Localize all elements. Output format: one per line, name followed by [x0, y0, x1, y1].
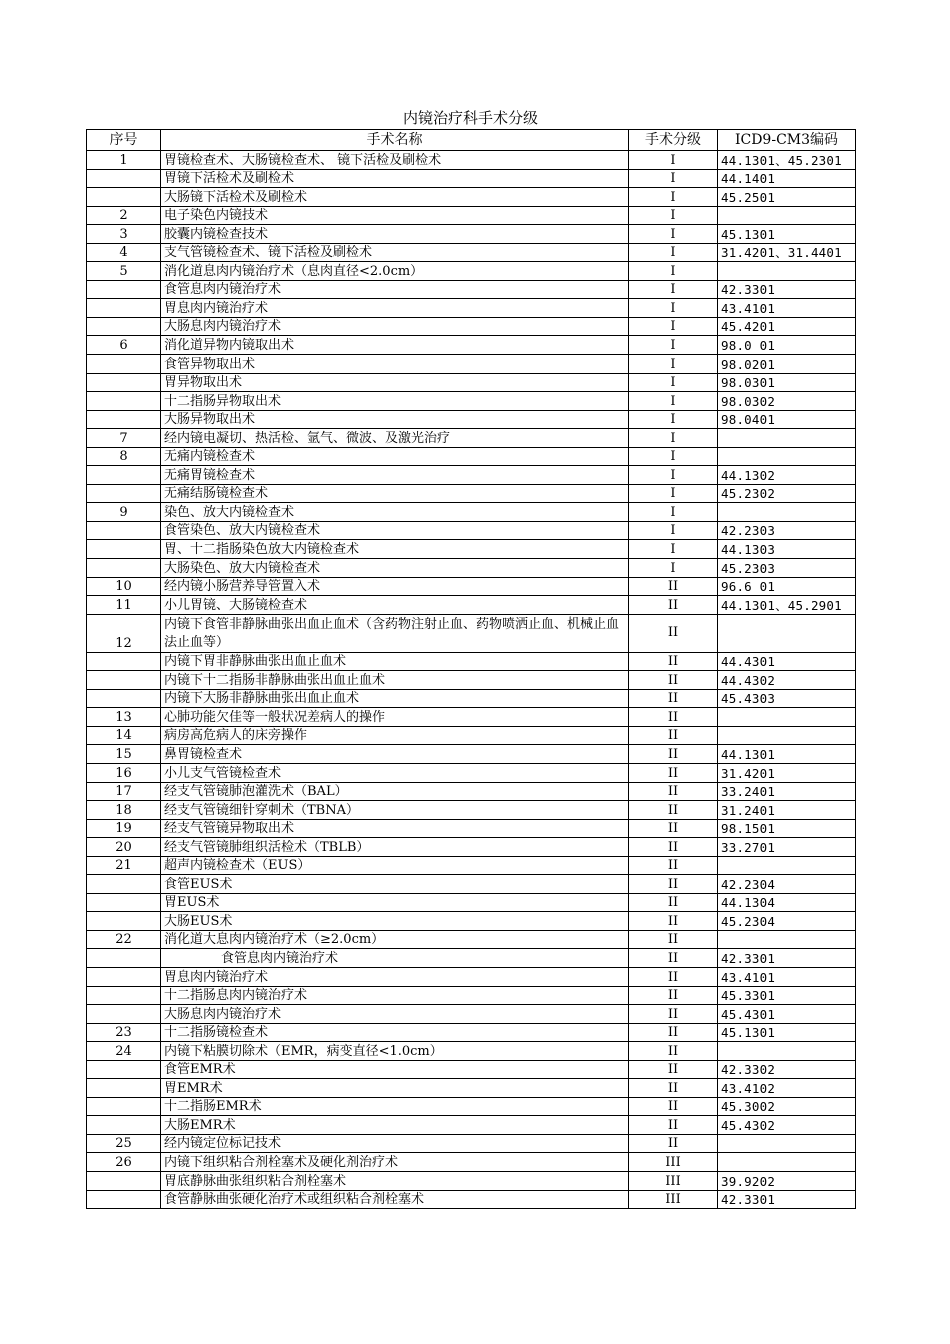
icd-code: 39.9202: [718, 1171, 856, 1190]
table-row: [87, 410, 856, 429]
icd-code: 45.3301: [718, 986, 856, 1005]
table-row: [87, 1190, 856, 1209]
surgery-grade: II: [629, 763, 718, 782]
surgery-grade-table: [86, 129, 856, 1209]
icd-code: 96.6 01: [718, 577, 856, 596]
surgery-grade: I: [629, 503, 718, 522]
surgery-grade: II: [629, 1023, 718, 1042]
row-number: 5: [87, 262, 161, 281]
icd-code: 44.1301、45.2901: [718, 596, 856, 615]
icd-code: [718, 447, 856, 466]
icd-code: 43.4102: [718, 1079, 856, 1098]
table-row: [87, 503, 856, 522]
table-row: [87, 838, 856, 857]
row-number: [87, 410, 161, 429]
icd-code: 33.2701: [718, 838, 856, 857]
table-row: [87, 856, 856, 875]
surgery-grade: I: [629, 225, 718, 244]
surgery-grade: III: [629, 1171, 718, 1190]
table-row: [87, 169, 856, 188]
surgery-grade: II: [629, 577, 718, 596]
table-row: [87, 336, 856, 355]
row-number: [87, 466, 161, 485]
surgery-grade: II: [629, 949, 718, 968]
icd-code: 45.2302: [718, 484, 856, 503]
row-number: [87, 1171, 161, 1190]
surgery-grade: I: [629, 447, 718, 466]
surgery-name: 十二指肠异物取出术: [161, 392, 629, 411]
row-number: 6: [87, 336, 161, 355]
row-number: [87, 1190, 161, 1209]
surgery-name: 大肠息肉内镜治疗术: [161, 1005, 629, 1024]
surgery-grade: II: [629, 1079, 718, 1098]
surgery-grade: II: [629, 801, 718, 820]
surgery-grade: III: [629, 1190, 718, 1209]
surgery-grade: I: [629, 355, 718, 374]
surgery-grade: I: [629, 559, 718, 578]
table-row: [87, 225, 856, 244]
surgery-grade: II: [629, 930, 718, 949]
surgery-name: 经支气管镜异物取出术: [161, 819, 629, 838]
row-number: 21: [87, 856, 161, 875]
icd-code: 45.1301: [718, 1023, 856, 1042]
surgery-grade: II: [629, 689, 718, 708]
surgery-grade: I: [629, 410, 718, 429]
surgery-name: 经内镜小肠营养导管置入术: [161, 577, 629, 596]
surgery-name: 心肺功能欠佳等一般状况差病人的操作: [161, 708, 629, 727]
row-number: 23: [87, 1023, 161, 1042]
icd-code: 45.1301: [718, 225, 856, 244]
icd-code: [718, 614, 856, 652]
icd-code: [718, 708, 856, 727]
row-number: [87, 652, 161, 671]
surgery-name: 胃镜检查术、大肠镜检查术、 镜下活检及刷检术: [161, 151, 629, 170]
icd-code: 43.4101: [718, 967, 856, 986]
surgery-name: 胃EMR术: [161, 1079, 629, 1098]
icd-code: 31.4201、31.4401: [718, 243, 856, 262]
icd-code: 45.3002: [718, 1097, 856, 1116]
table-row: [87, 1023, 856, 1042]
surgery-grade: I: [629, 151, 718, 170]
table-row: [87, 429, 856, 448]
row-number: [87, 392, 161, 411]
icd-code: 98.0201: [718, 355, 856, 374]
row-number: [87, 893, 161, 912]
surgery-grade: II: [629, 1042, 718, 1061]
icd-code: 42.3301: [718, 1190, 856, 1209]
icd-code: 98.0301: [718, 373, 856, 392]
icd-code: 98.1501: [718, 819, 856, 838]
surgery-grade: II: [629, 708, 718, 727]
surgery-name: 内镜下胃非静脉曲张出血止血术: [161, 652, 629, 671]
row-number: 8: [87, 447, 161, 466]
table-row: [87, 967, 856, 986]
surgery-grade: III: [629, 1153, 718, 1172]
row-number: 3: [87, 225, 161, 244]
surgery-name: 大肠镜下活检术及刷检术: [161, 188, 629, 207]
surgery-name: 大肠EUS术: [161, 912, 629, 931]
icd-code: 44.4301: [718, 652, 856, 671]
icd-code: 33.2401: [718, 782, 856, 801]
icd-code: 42.2304: [718, 875, 856, 894]
header-name: 手术名称: [161, 130, 629, 151]
icd-code: 42.3301: [718, 949, 856, 968]
row-number: 17: [87, 782, 161, 801]
surgery-grade: II: [629, 652, 718, 671]
row-number: [87, 169, 161, 188]
surgery-name: 经内镜定位标记技术: [161, 1134, 629, 1153]
surgery-name: 内镜下十二指肠非静脉曲张出血止血术: [161, 671, 629, 690]
surgery-grade: I: [629, 484, 718, 503]
row-number: 15: [87, 745, 161, 764]
surgery-grade: I: [629, 521, 718, 540]
surgery-name: 染色、放大内镜检查术: [161, 503, 629, 522]
icd-code: [718, 1134, 856, 1153]
table-row: [87, 763, 856, 782]
row-number: [87, 689, 161, 708]
icd-code: [718, 206, 856, 225]
row-number: 7: [87, 429, 161, 448]
header-grade: 手术分级: [629, 130, 718, 151]
surgery-name: 十二指肠EMR术: [161, 1097, 629, 1116]
row-number: [87, 875, 161, 894]
surgery-name: 无痛胃镜检查术: [161, 466, 629, 485]
surgery-name: 大肠染色、放大内镜检查术: [161, 559, 629, 578]
surgery-name: 消化道大息肉内镜治疗术（≥2.0cm）: [161, 930, 629, 949]
table-row: [87, 930, 856, 949]
surgery-grade: II: [629, 912, 718, 931]
surgery-name: 胃EUS术: [161, 893, 629, 912]
row-number: 20: [87, 838, 161, 857]
surgery-name: 消化道息肉内镜治疗术（息肉直径<2.0cm）: [161, 262, 629, 281]
table-row: [87, 1097, 856, 1116]
table-row: [87, 708, 856, 727]
surgery-grade: II: [629, 614, 718, 652]
icd-code: 98.0302: [718, 392, 856, 411]
surgery-name: 内镜下食管非静脉曲张出血止血术（含药物注射止血、药物喷洒止血、机械止血法止血等）: [161, 614, 629, 652]
table-row: [87, 689, 856, 708]
surgery-name: 无痛结肠镜检查术: [161, 484, 629, 503]
table-row: [87, 466, 856, 485]
surgery-grade: I: [629, 317, 718, 336]
row-number: 25: [87, 1134, 161, 1153]
icd-code: 42.2303: [718, 521, 856, 540]
row-number: 14: [87, 726, 161, 745]
surgery-name: 内镜下大肠非静脉曲张出血止血术: [161, 689, 629, 708]
document-title: 内镜治疗科手术分级: [402, 109, 538, 127]
row-number: 16: [87, 763, 161, 782]
surgery-name: 食管EMR术: [161, 1060, 629, 1079]
table-row: [87, 540, 856, 559]
icd-code: 45.4201: [718, 317, 856, 336]
row-number: 13: [87, 708, 161, 727]
icd-code: 31.4201: [718, 763, 856, 782]
row-number: [87, 373, 161, 392]
table-row: [87, 373, 856, 392]
surgery-name: 小儿支气管镜检查术: [161, 763, 629, 782]
row-number: [87, 1097, 161, 1116]
table-row: [87, 392, 856, 411]
table-row: [87, 447, 856, 466]
table-row: [87, 652, 856, 671]
surgery-name: 经支气管镜肺组织活检术（TBLB）: [161, 838, 629, 857]
surgery-grade: I: [629, 206, 718, 225]
surgery-name: 胃异物取出术: [161, 373, 629, 392]
table-row: [87, 243, 856, 262]
surgery-name: 食管息肉内镜治疗术: [161, 280, 629, 299]
table-row: [87, 912, 856, 931]
surgery-grade: I: [629, 336, 718, 355]
icd-code: [718, 1153, 856, 1172]
table-row: [87, 1060, 856, 1079]
icd-code: [718, 930, 856, 949]
row-number: 24: [87, 1042, 161, 1061]
row-number: [87, 949, 161, 968]
icd-code: [718, 503, 856, 522]
row-number: [87, 967, 161, 986]
table-row: [87, 596, 856, 615]
surgery-name: 十二指肠息肉内镜治疗术: [161, 986, 629, 1005]
table-row: [87, 1005, 856, 1024]
surgery-grade: I: [629, 392, 718, 411]
table-row: [87, 875, 856, 894]
table-row: [87, 1116, 856, 1135]
icd-code: 44.1401: [718, 169, 856, 188]
row-number: 22: [87, 930, 161, 949]
surgery-grade: II: [629, 1005, 718, 1024]
icd-code: 42.3302: [718, 1060, 856, 1079]
icd-code: 98.0401: [718, 410, 856, 429]
row-number: 9: [87, 503, 161, 522]
row-number: 11: [87, 596, 161, 615]
icd-code: 44.1301: [718, 745, 856, 764]
surgery-name: 支气管镜检查术、镜下活检及刷检术: [161, 243, 629, 262]
surgery-name: 食管染色、放大内镜检查术: [161, 521, 629, 540]
row-number: 26: [87, 1153, 161, 1172]
icd-code: 98.0 01: [718, 336, 856, 355]
row-number: [87, 1116, 161, 1135]
row-number: [87, 986, 161, 1005]
surgery-grade: II: [629, 726, 718, 745]
surgery-grade: I: [629, 540, 718, 559]
surgery-grade: I: [629, 243, 718, 262]
surgery-name: 食管静脉曲张硬化治疗术或组织粘合剂栓塞术: [161, 1190, 629, 1209]
row-number: 10: [87, 577, 161, 596]
row-number: [87, 1060, 161, 1079]
table-row: [87, 206, 856, 225]
icd-code: 44.4302: [718, 671, 856, 690]
icd-code: 43.4101: [718, 299, 856, 318]
icd-code: 44.1301、45.2301: [718, 151, 856, 170]
row-number: 2: [87, 206, 161, 225]
surgery-grade: I: [629, 373, 718, 392]
table-row: [87, 782, 856, 801]
surgery-grade: II: [629, 596, 718, 615]
surgery-name: 大肠异物取出术: [161, 410, 629, 429]
surgery-name: 胃息肉内镜治疗术: [161, 299, 629, 318]
surgery-name: 小儿胃镜、大肠镜检查术: [161, 596, 629, 615]
surgery-name: 胶囊内镜检查技术: [161, 225, 629, 244]
table-header-row: [87, 130, 856, 151]
surgery-name: 经支气管镜细针穿刺术（TBNA）: [161, 801, 629, 820]
surgery-name: 无痛内镜检查术: [161, 447, 629, 466]
surgery-grade: I: [629, 188, 718, 207]
row-number: [87, 912, 161, 931]
icd-code: 45.2304: [718, 912, 856, 931]
row-number: [87, 1005, 161, 1024]
row-number: 1: [87, 151, 161, 170]
row-number: [87, 540, 161, 559]
surgery-name: 胃镜下活检术及刷检术: [161, 169, 629, 188]
table-row: [87, 188, 856, 207]
surgery-name: 电子染色内镜技术: [161, 206, 629, 225]
table-row: [87, 521, 856, 540]
surgery-name: 大肠EMR术: [161, 1116, 629, 1135]
table-row: [87, 893, 856, 912]
surgery-grade: II: [629, 838, 718, 857]
table-row: [87, 317, 856, 336]
table-row: [87, 355, 856, 374]
surgery-grade: I: [629, 169, 718, 188]
row-number: 19: [87, 819, 161, 838]
surgery-grade: II: [629, 819, 718, 838]
surgery-name: 病房高危病人的床旁操作: [161, 726, 629, 745]
icd-code: 45.4302: [718, 1116, 856, 1135]
row-number: [87, 188, 161, 207]
surgery-name: 食管息肉内镜治疗术: [161, 949, 629, 968]
surgery-name: 食管异物取出术: [161, 355, 629, 374]
surgery-grade: II: [629, 782, 718, 801]
surgery-grade: I: [629, 262, 718, 281]
surgery-grade: II: [629, 986, 718, 1005]
icd-code: 45.2501: [718, 188, 856, 207]
surgery-grade: II: [629, 745, 718, 764]
table-row: [87, 262, 856, 281]
icd-code: 45.2303: [718, 559, 856, 578]
surgery-grade: II: [629, 856, 718, 875]
row-number: [87, 484, 161, 503]
row-number: [87, 521, 161, 540]
row-number: [87, 671, 161, 690]
icd-code: 42.3301: [718, 280, 856, 299]
table-row: [87, 1171, 856, 1190]
surgery-grade: I: [629, 280, 718, 299]
surgery-name: 经支气管镜肺泡灌洗术（BAL）: [161, 782, 629, 801]
surgery-name: 十二指肠镜检查术: [161, 1023, 629, 1042]
surgery-grade: II: [629, 967, 718, 986]
row-number: [87, 317, 161, 336]
row-number: [87, 280, 161, 299]
icd-code: [718, 726, 856, 745]
icd-code: [718, 429, 856, 448]
row-number: [87, 559, 161, 578]
row-number: [87, 355, 161, 374]
surgery-name: 内镜下粘膜切除术（EMR，病变直径<1.0cm）: [161, 1042, 629, 1061]
icd-code: [718, 262, 856, 281]
table-row: [87, 726, 856, 745]
icd-code: 44.1303: [718, 540, 856, 559]
surgery-name: 内镜下组织粘合剂栓塞术及硬化剂治疗术: [161, 1153, 629, 1172]
table-row: [87, 484, 856, 503]
row-number: 4: [87, 243, 161, 262]
surgery-grade: I: [629, 429, 718, 448]
row-number: [87, 1079, 161, 1098]
table-row: [87, 819, 856, 838]
table-row: [87, 949, 856, 968]
table-row: [87, 801, 856, 820]
surgery-grade: II: [629, 1097, 718, 1116]
surgery-name: 胃底静脉曲张组织粘合剂栓塞术: [161, 1171, 629, 1190]
row-number: 12: [87, 614, 161, 652]
surgery-name: 胃、十二指肠染色放大内镜检查术: [161, 540, 629, 559]
surgery-name: 大肠息肉内镜治疗术: [161, 317, 629, 336]
icd-code: 31.2401: [718, 801, 856, 820]
table-row: [87, 151, 856, 170]
header-no: 序号: [87, 130, 161, 151]
table-row: [87, 614, 856, 652]
table-row: [87, 1134, 856, 1153]
surgery-grade: I: [629, 466, 718, 485]
surgery-name: 鼻胃镜检查术: [161, 745, 629, 764]
icd-code: 44.1304: [718, 893, 856, 912]
table-row: [87, 1079, 856, 1098]
surgery-grade: II: [629, 1060, 718, 1079]
surgery-grade: II: [629, 875, 718, 894]
surgery-name: 胃息肉内镜治疗术: [161, 967, 629, 986]
surgery-grade: II: [629, 893, 718, 912]
table-row: [87, 745, 856, 764]
table-row: [87, 299, 856, 318]
table-row: [87, 280, 856, 299]
header-code: ICD9-CM3编码: [718, 130, 856, 151]
surgery-name: 食管EUS术: [161, 875, 629, 894]
surgery-grade: II: [629, 1134, 718, 1153]
surgery-grade: I: [629, 299, 718, 318]
icd-code: 45.4303: [718, 689, 856, 708]
table-row: [87, 559, 856, 578]
table-row: [87, 577, 856, 596]
row-number: [87, 299, 161, 318]
icd-code: [718, 856, 856, 875]
surgery-grade: II: [629, 1116, 718, 1135]
table-row: [87, 1042, 856, 1061]
table-row: [87, 671, 856, 690]
surgery-name: 消化道异物内镜取出术: [161, 336, 629, 355]
row-number: 18: [87, 801, 161, 820]
table-row: [87, 986, 856, 1005]
icd-code: [718, 1042, 856, 1061]
surgery-name: 经内镜电凝切、热活检、氩气、微波、及激光治疗: [161, 429, 629, 448]
surgery-name: 超声内镜检查术（EUS）: [161, 856, 629, 875]
icd-code: 45.4301: [718, 1005, 856, 1024]
icd-code: 44.1302: [718, 466, 856, 485]
table-row: [87, 1153, 856, 1172]
surgery-grade: II: [629, 671, 718, 690]
